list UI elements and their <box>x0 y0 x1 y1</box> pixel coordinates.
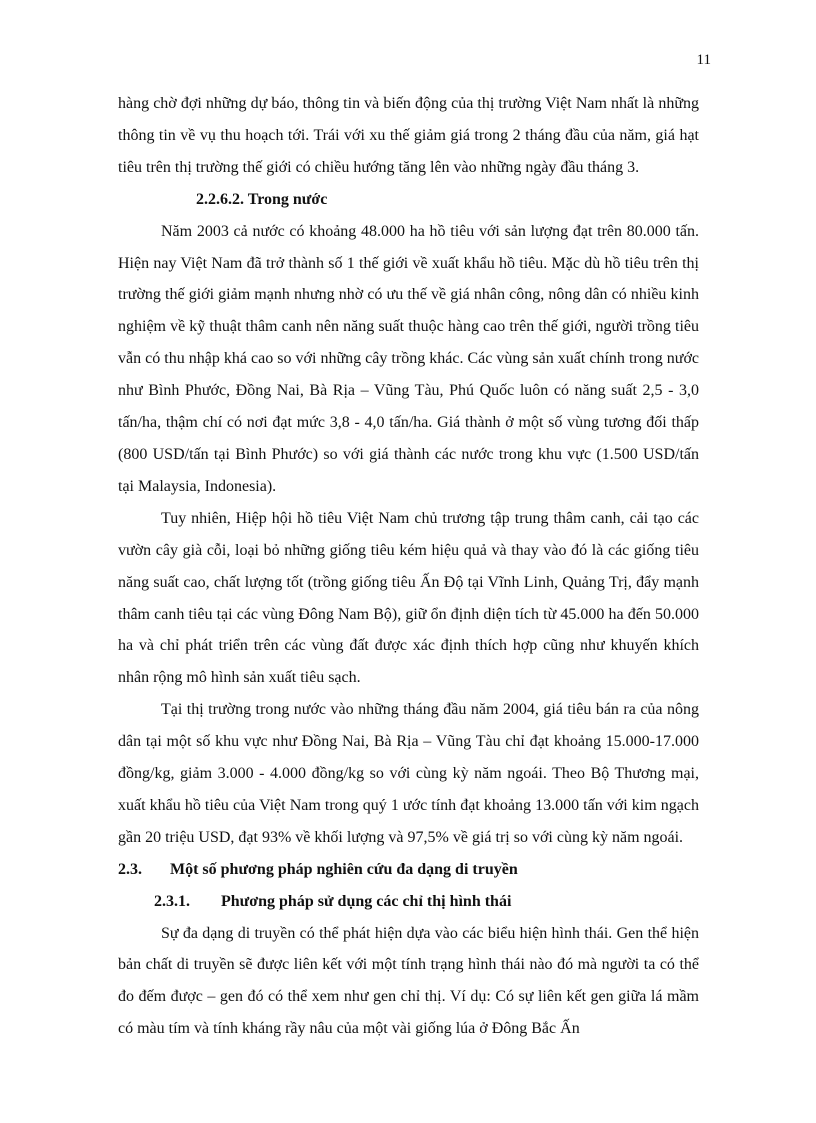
paragraph-market-forecast: hàng chờ đợi những dự báo, thông tin và biến động của thị trường Việt Nam nhất là những thông tin về vụ thu hoạch tới. Trái với xu thế giảm giá trong 2 tháng đầu của năm, giá hạt tiêu trên thị trường thế giới có chiều hướng tăng lên vào những ngày đầu tháng 3. <box>118 95 699 176</box>
heading-2-3-1-title: Phương pháp sử dụng các chỉ thị hình thái <box>221 892 512 910</box>
paragraph-domestic-production: Năm 2003 cả nước có khoảng 48.000 ha hồ tiêu với sản lượng đạt trên 80.000 tấn. Hiện nay Việt Nam đã trở thành số 1 thế giới về xuất khẩu hồ tiêu. Mặc dù hồ tiêu trên thị trường thế giới giảm mạnh nhưng nhờ có ưu thế về giá nhân công, nông dân có nhiều kinh nghiệm về kỹ thuật thâm canh nên năng suất thuộc hàng cao trên thế giới, người trồng tiêu vẫn có thu nhập khá cao so với những cây trồng khác. Các vùng sản xuất chính trong nước như Bình Phước, Đồng Nai, Bà Rịa – Vũng Tàu, Phú Quốc luôn có năng suất 2,5 - 3,0 tấn/ha, thậm chí có nơi đạt mức 3,8 - 4,0 tấn/ha. Giá thành ở một số vùng tương đối thấp (800 USD/tấn tại Bình Phước) so với giá thành các nước trong khu vực (1.500 USD/tấn tại Malaysia, Indonesia). <box>118 222 699 495</box>
heading-2-3-title: Một số phương pháp nghiên cứu đa dạng di truyền <box>170 860 518 878</box>
heading-2-3 <box>118 854 699 886</box>
paragraph-pepper-association: Tuy nhiên, Hiệp hội hồ tiêu Việt Nam chủ trương tập trung thâm canh, cải tạo các vườn cây già cỗi, loại bỏ những giống tiêu kém hiệu quả và thay vào đó là các giống tiêu năng suất cao, chất lượng tốt (trồng giống tiêu Ấn Độ tại Vĩnh Linh, Quảng Trị, đẩy mạnh thâm canh tiêu tại các vùng Đông Nam Bộ), giữ ổn định diện tích từ 45.000 ha đến 50.000 ha và chỉ phát triển trên các vùng đất được xác định thích hợp cũng như khuyến khích nhân rộng mô hình sản xuất tiêu sạch. <box>118 509 699 687</box>
page-number: 11 <box>696 52 711 68</box>
heading-2-3-1 <box>118 886 699 918</box>
paragraph-morphological-markers: Sự đa dạng di truyền có thể phát hiện dựa vào các biểu hiện hình thái. Gen thể hiện bản chất di truyền sẽ được liên kết với một tính trạng hình thái nào đó mà người ta có thể đo đếm được – gen đó có thể xem như gen chỉ thị. Ví dụ: Có sự liên kết gen giữa lá mầm có màu tím và tính kháng rầy nâu của một vài giống lúa ở Đông Bắc Ấn <box>118 924 699 1038</box>
document-body <box>118 88 699 1045</box>
paragraph-domestic-prices: Tại thị trường trong nước vào những tháng đầu năm 2004, giá tiêu bán ra của nông dân tại một số khu vực như Đồng Nai, Bà Rịa – Vũng Tàu chỉ đạt khoảng 15.000-17.000 đồng/kg, giảm 3.000 - 4.000 đồng/kg so với cùng kỳ năm ngoái. Theo Bộ Thương mại, xuất khẩu hồ tiêu của Việt Nam trong quý 1 ước tính đạt khoảng 13.000 tấn với kim ngạch gần 20 triệu USD, đạt 93% về khối lượng và 97,5% về giá trị so với cùng kỳ năm ngoái. <box>118 701 699 846</box>
heading-2-3-1-number: 2.3.1. <box>154 892 190 910</box>
heading-2-2-6-2-domestic: 2.2.6.2. Trong nước <box>196 190 328 208</box>
heading-2-3-number: 2.3. <box>118 860 142 878</box>
